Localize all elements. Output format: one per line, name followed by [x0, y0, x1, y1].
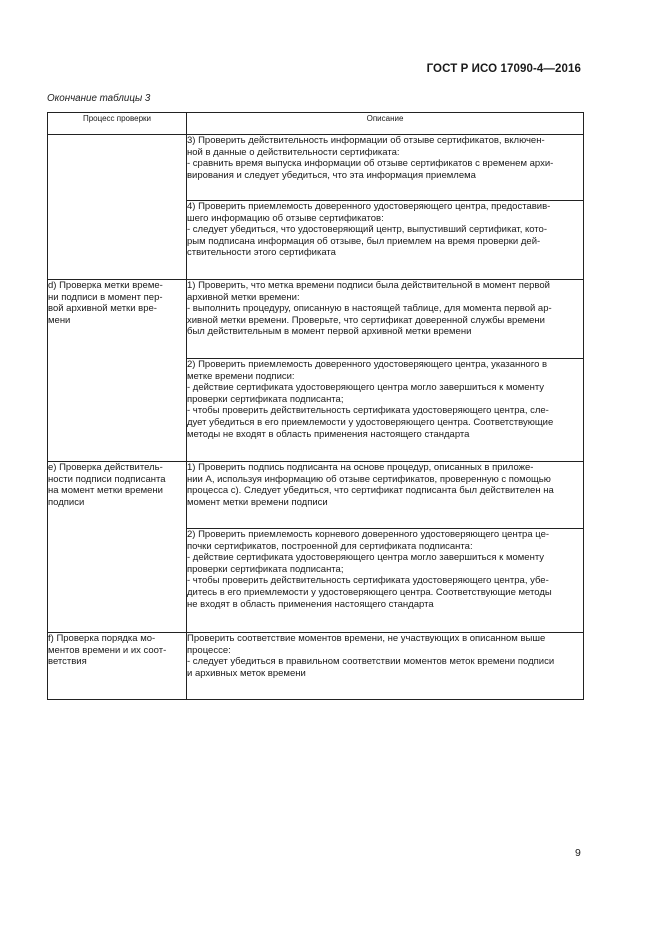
page-number: 9: [575, 847, 581, 859]
desc-line: - действие сертификата удостоверяющего центра могло завершиться к моменту: [187, 382, 545, 394]
description-cell: [187, 135, 584, 201]
desc-line: процессе:: [187, 644, 231, 656]
desc-line: проверки сертификата подписанта;: [187, 563, 344, 575]
process-line: мени: [48, 314, 71, 326]
description-cell: [187, 633, 584, 700]
desc-line: 2) Проверить приемлемость корневого доверенного удостоверяющего центра це-: [187, 529, 550, 540]
process-line: ветствия: [48, 656, 87, 668]
desc-line: 1) Проверить подпись подписанта на основе процедур, описанных в приложе-: [187, 462, 534, 473]
table-body: [48, 135, 584, 700]
process-line: e) Проверка действитель-: [48, 462, 163, 473]
process-line: ни подписи в момент пер-: [48, 291, 163, 303]
process-line: d) Проверка метки време-: [48, 280, 163, 291]
process-line: подписи: [48, 496, 85, 508]
column-header-process: Процесс проверки: [48, 113, 187, 135]
desc-line: проверки сертификата подписанта;: [187, 393, 344, 405]
desc-line: 4) Проверить приемлемость доверенного удостоверяющего центра, предоставив-: [187, 201, 551, 212]
desc-line: процесса c). Следует убедиться, что сертификат подписанта был действителен на: [187, 485, 554, 497]
description-cell: [187, 359, 584, 462]
desc-line: момент метки времени подписи: [187, 496, 328, 508]
process-cell-e: [48, 462, 187, 633]
desc-line: 3) Проверить действительность информации об отзыве сертификатов, включен-: [187, 135, 545, 146]
process-line: на момент метки времени: [48, 485, 163, 497]
desc-line: - чтобы проверить действительность сертификата удостоверяющего центра, сле-: [187, 405, 549, 417]
document-code: ГОСТ Р ИСО 17090-4—2016: [426, 63, 581, 75]
process-line: ности подписи подписанта: [48, 473, 166, 485]
desc-line: ной в данные о действительности сертификата:: [187, 146, 400, 158]
desc-line: рым подписана информация об отзыве, был приемлем на время проверки дей-: [187, 235, 541, 247]
table-row: [48, 633, 584, 700]
table-row: [48, 280, 584, 359]
desc-line: вирования и следует убедиться, что эта информация приемлема: [187, 169, 476, 181]
description-cell: [187, 462, 584, 529]
table-caption: Окончание таблицы 3: [47, 93, 151, 104]
desc-line: методы не входят в область применения настоящего стандарта: [187, 428, 470, 440]
process-cell: [48, 135, 187, 280]
desc-line: и архивных меток времени: [187, 667, 306, 679]
table-row: [48, 135, 584, 201]
process-cell-f: [48, 633, 187, 700]
desc-line: метке времени подписи:: [187, 370, 295, 382]
desc-line: дует убедиться в его приемлемости у удостоверяющего центра. Соответствующие: [187, 416, 554, 428]
column-header-description: Описание: [187, 113, 584, 135]
description-cell: [187, 201, 584, 280]
desc-line: нии А, используя информацию об отзыве сертификатов, проверенную с помощью: [187, 473, 551, 485]
desc-line: 2) Проверить приемлемость доверенного удостоверяющего центра, указанного в: [187, 359, 548, 370]
desc-line: ствительности этого сертификата: [187, 247, 336, 259]
process-line: ментов времени и их соот-: [48, 644, 167, 656]
desc-line: - следует убедиться, что удостоверяющий центр, выпустивший сертификат, кото-: [187, 224, 548, 236]
desc-line: был действительным в момент первой архивной метки времени: [187, 326, 472, 338]
description-cell: [187, 280, 584, 359]
desc-line: почки сертификатов, построенной для сертификата подписанта:: [187, 540, 473, 552]
description-cell: [187, 529, 584, 633]
desc-line: хивной метки времени. Проверьте, что сертификат доверенной службы времени: [187, 314, 545, 326]
process-cell-d: [48, 280, 187, 462]
verification-table: [47, 112, 584, 700]
desc-line: шего информацию об отзыве сертификатов:: [187, 212, 384, 224]
desc-line: Проверить соответствие моментов времени, не участвующих в описанном выше: [187, 633, 546, 644]
process-line: f) Проверка порядка мо-: [48, 633, 156, 644]
desc-line: не входят в область применения настоящего стандарта: [187, 598, 434, 610]
desc-line: архивной метки времени:: [187, 291, 300, 303]
desc-line: - чтобы проверить действительность сертификата удостоверяющего центра, убе-: [187, 575, 549, 587]
desc-line: - сравнить время выпуска информации об отзыве сертификатов с временем архи-: [187, 158, 554, 170]
table-row: [48, 462, 584, 529]
desc-line: 1) Проверить, что метка времени подписи была действительной в момент первой: [187, 280, 550, 291]
process-line: вой архивной метки вре-: [48, 303, 157, 315]
desc-line: - следует убедиться в правильном соответствии моментов меток времени подписи: [187, 656, 555, 668]
desc-line: - действие сертификата удостоверяющего центра могло завершиться к моменту: [187, 552, 545, 564]
desc-line: - выполнить процедуру, описанную в настоящей таблице, для момента первой ар-: [187, 303, 552, 315]
desc-line: дитесь в его приемлемости у удостоверяющего центра. Соответствующие методы: [187, 586, 552, 598]
